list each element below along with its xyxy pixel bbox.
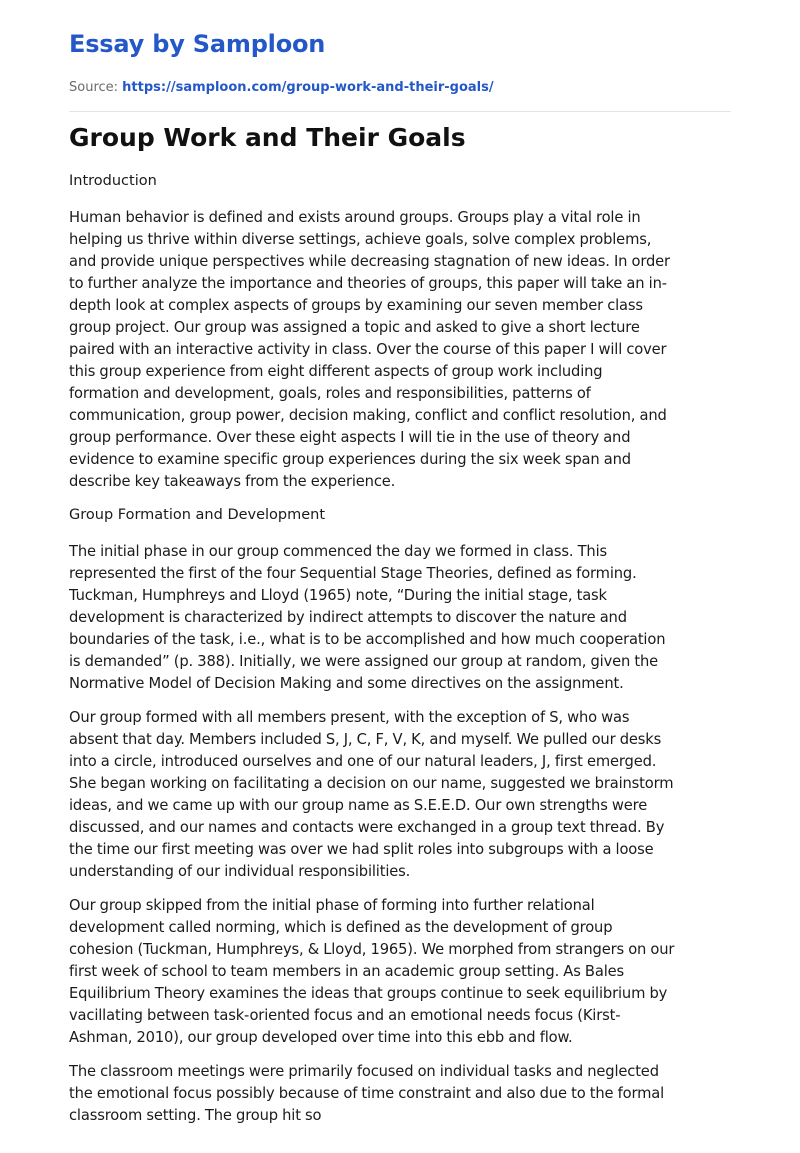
text-line: and provide unique perspectives while decreasing stagnation of new ideas. In order <box>69 253 670 270</box>
text-line: The initial phase in our group commenced the day we formed in class. This <box>69 543 608 560</box>
text-line: vacillating between task-oriented focus and an emotional needs focus (Kirst- <box>69 1007 621 1024</box>
text-line: evidence to examine specific group experiences during the six week span and <box>69 451 631 468</box>
text-line: cohesion (Tuckman, Humphreys, & Lloyd, 1965). We morphed from strangers on our <box>69 941 675 958</box>
source-label: Source: <box>69 80 119 95</box>
text-line: Our group formed with all members present, with the exception of S, who was <box>69 709 630 726</box>
text-line: Normative Model of Decision Making and some directives on the assignment. <box>69 675 624 692</box>
brand-title: Essay by Samploon <box>69 30 326 58</box>
text-line: discussed, and our names and contacts were exchanged in a group text thread. By <box>69 819 665 836</box>
text-line: absent that day. Members included S, J, C, F, V, K, and myself. We pulled our desks <box>69 731 662 748</box>
text-line: describe key takeaways from the experience. <box>69 473 396 490</box>
paragraph-formation-4 <box>69 1061 731 1127</box>
paragraph-formation-2 <box>69 707 731 883</box>
source-link[interactable]: https://samploon.com/group-work-and-their-goals/ <box>122 80 494 95</box>
text-line: development is characterized by indirect attempts to discover the nature and <box>69 609 627 626</box>
essay-title: Group Work and Their Goals <box>69 123 466 152</box>
text-line: classroom setting. The group hit so <box>69 1107 322 1124</box>
text-line: understanding of our individual responsibilities. <box>69 863 411 880</box>
text-line: represented the first of the four Sequential Stage Theories, defined as forming. <box>69 565 637 582</box>
section-heading-introduction: Introduction <box>69 173 157 189</box>
text-line: Tuckman, Humphreys and Lloyd (1965) note, “During the initial stage, task <box>69 587 607 604</box>
text-line: group performance. Over these eight aspects I will tie in the use of theory and <box>69 429 631 446</box>
text-line: to further analyze the importance and theories of groups, this paper will take an in- <box>69 275 667 292</box>
paragraph-formation-3 <box>69 895 731 1049</box>
text-line: paired with an interactive activity in class. Over the course of this paper I will cover <box>69 341 667 358</box>
text-line: Equilibrium Theory examines the ideas that groups continue to seek equilibrium by <box>69 985 668 1002</box>
text-line: this group experience from eight different aspects of group work including <box>69 363 603 380</box>
text-line: group project. Our group was assigned a topic and asked to give a short lecture <box>69 319 640 336</box>
text-line: Our group skipped from the initial phase of forming into further relational <box>69 897 595 914</box>
text-line: Human behavior is defined and exists around groups. Groups play a vital role in <box>69 209 641 226</box>
text-line: helping us thrive within diverse settings, achieve goals, solve complex problems, <box>69 231 652 248</box>
text-line: the time our first meeting was over we had split roles into subgroups with a loose <box>69 841 654 858</box>
text-line: development called norming, which is defined as the development of group <box>69 919 613 936</box>
text-line: is demanded” (p. 388). Initially, we were assigned our group at random, given the <box>69 653 659 670</box>
text-line: communication, group power, decision making, conflict and conflict resolution, and <box>69 407 667 424</box>
paragraph-introduction <box>69 207 731 493</box>
text-line: She began working on facilitating a decision on our name, suggested we brainstorm <box>69 775 674 792</box>
text-line: first week of school to team members in an academic group setting. As Bales <box>69 963 625 980</box>
text-line: Ashman, 2010), our group developed over time into this ebb and flow. <box>69 1029 573 1046</box>
header-divider <box>69 111 731 112</box>
section-heading-formation: Group Formation and Development <box>69 507 326 523</box>
source-line <box>69 78 494 98</box>
text-line: ideas, and we came up with our group name as S.E.E.D. Our own strengths were <box>69 797 648 814</box>
essay-body <box>69 171 731 1139</box>
text-line: boundaries of the task, i.e., what is to be accomplished and how much cooperation <box>69 631 666 648</box>
paragraph-formation-1 <box>69 541 731 695</box>
text-line: the emotional focus possibly because of time constraint and also due to the formal <box>69 1085 665 1102</box>
text-line: The classroom meetings were primarily focused on individual tasks and neglected <box>69 1063 659 1080</box>
text-line: into a circle, introduced ourselves and one of our natural leaders, J, first emerged. <box>69 753 657 770</box>
text-line: depth look at complex aspects of groups by examining our seven member class <box>69 297 643 314</box>
text-line: formation and development, goals, roles and responsibilities, patterns of <box>69 385 591 402</box>
